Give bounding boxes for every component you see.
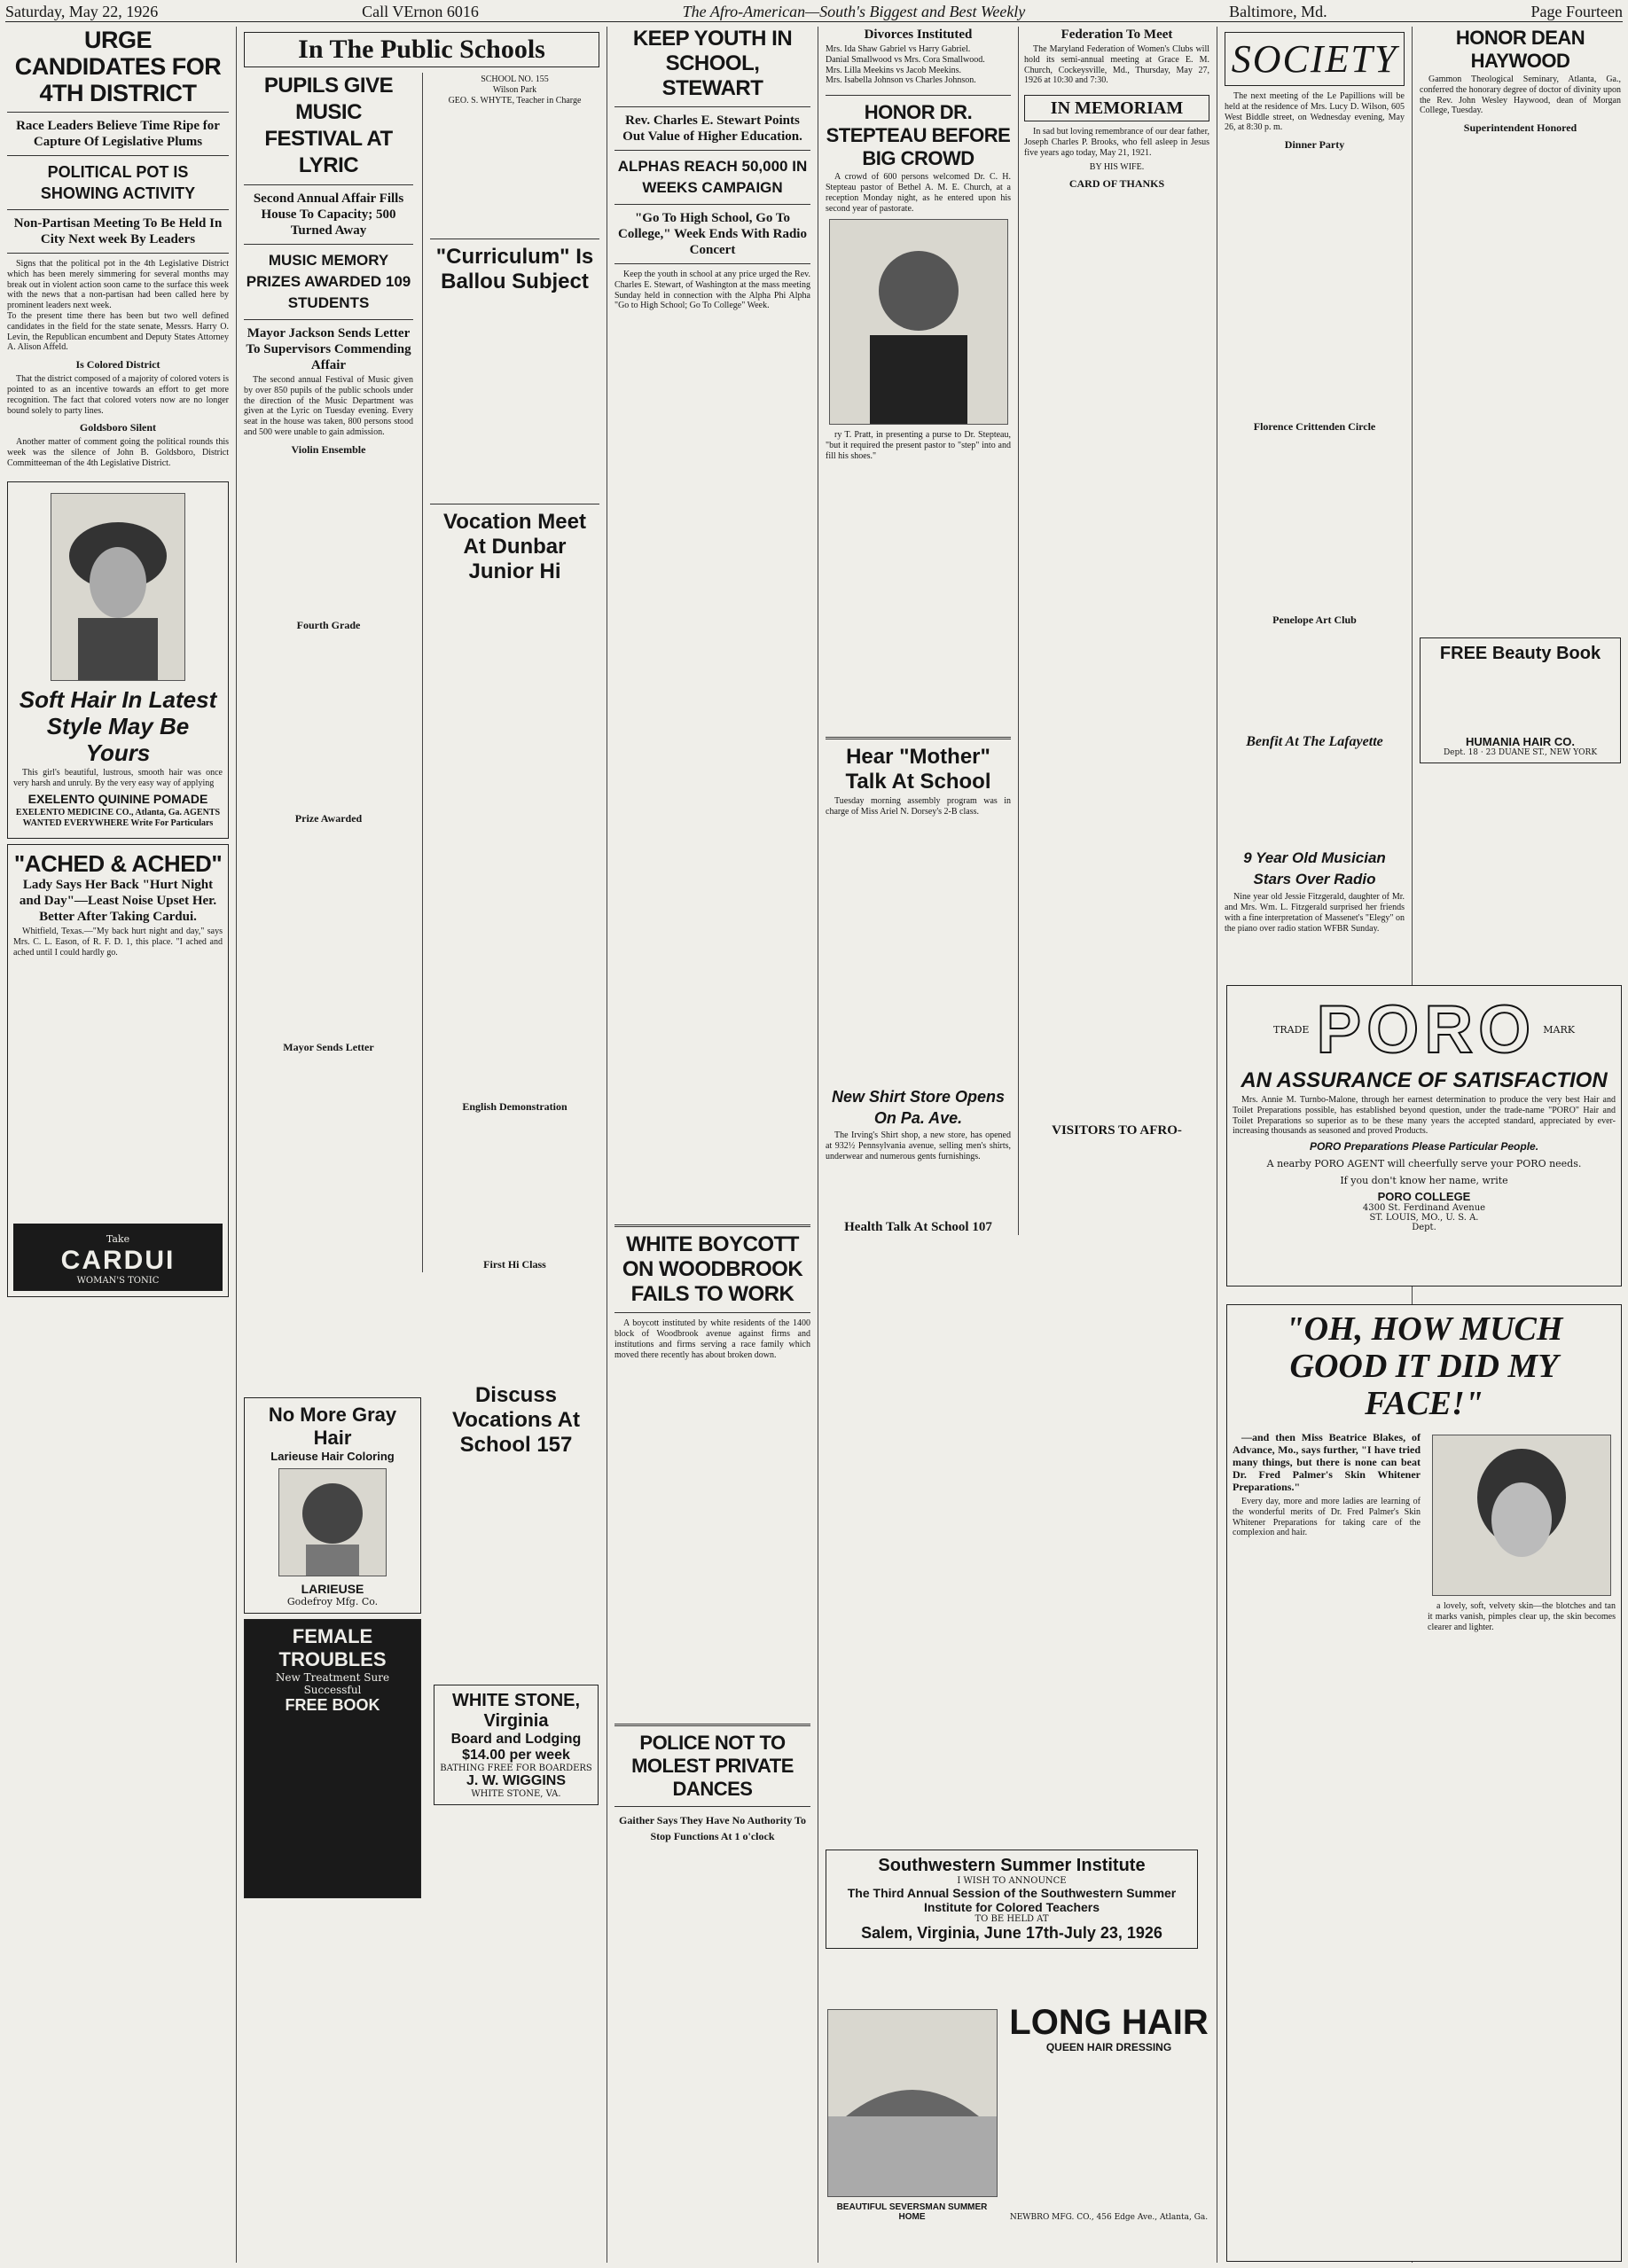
ad-deck: Lady Says Her Back "Hurt Night and Day"—Least Noise Upset Her. Better After Taking Cardui. <box>19 877 217 924</box>
spacer <box>1024 192 1209 1122</box>
ad-line: BATHING FREE FOR BOARDERS <box>440 1764 592 1773</box>
ad-headline: LONG HAIR <box>1009 2003 1209 2042</box>
memoriam-box <box>1024 95 1209 121</box>
school-155-head: SCHOOL NO. 155 Wilson Park GEO. S. WHYTE, Teacher in Charge <box>448 74 582 106</box>
top-row <box>826 27 1209 90</box>
headline-stepteau: HONOR DR. STEPTEAU BEFORE BIG CROWD <box>826 101 1011 170</box>
masthead-phone: Call VErnon 6016 <box>362 3 479 20</box>
headline-urge-candidates: URGE CANDIDATES FOR 4TH DISTRICT <box>14 27 222 106</box>
divider <box>826 95 1011 96</box>
masthead-paper: The Afro-American—South's Biggest and Best Weekly <box>682 3 1026 20</box>
palmer-left <box>1233 1429 1421 1636</box>
female-troubles-ad <box>244 1619 421 1898</box>
subhead: Mayor Sends Letter <box>283 1040 374 1053</box>
divider <box>244 319 413 320</box>
divider <box>614 106 810 107</box>
exelento-ad <box>7 481 229 839</box>
photo-caption: ry T. Pratt, in presenting a purse to Dr. Stepteau, "but it required the present pastor to "step" into and fill his shoes." <box>826 430 1011 461</box>
spacer <box>1225 153 1405 418</box>
signature: BY HIS WIFE. <box>1089 161 1145 172</box>
ad-headline: FEMALE TROUBLES <box>278 1625 387 1670</box>
subhead: Penelope Art Club <box>1272 614 1357 627</box>
long-hair-ad <box>1009 2004 1209 2222</box>
spacer <box>430 1114 599 1256</box>
poro-body: Mrs. Annie M. Turnbo-Malone, through her earnest determination to produce the very best Hair and Toilet Preparations possible, has established beyond question, under the trade-name "PORO" Hair and Toilet Preparations so superior as to be these many years the accepted standard, appreciated by ever-increasing thousands as seasoned and proved Products. <box>1233 1095 1616 1137</box>
spacer <box>826 1166 1011 1219</box>
stepteau-article <box>826 90 1011 1235</box>
deck: Rev. Charles E. Stewart Points Out Value of Higher Education. <box>622 113 802 144</box>
headline-police: POLICE NOT TO MOLEST PRIVATE DANCES <box>631 1732 794 1801</box>
headline-music-memory: MUSIC MEMORY PRIZES AWARDED 109 STUDENTS <box>246 252 411 311</box>
cardui-tonic: WOMAN'S TONIC <box>76 1276 160 1287</box>
gray-hair-ad <box>244 1397 421 1614</box>
school-news-column <box>422 73 599 1272</box>
divider <box>244 244 413 245</box>
poro-trade: TRADE <box>1273 1024 1310 1036</box>
subhead: Fourth Grade <box>296 618 361 631</box>
ad-company: HUMANIA HAIR CO. <box>1465 735 1575 749</box>
article-text: Another matter of comment going the political rounds this week was the silence of John B. Goldsboro, District Committeeman of the 4th Legislative District. <box>7 437 229 468</box>
poro-college: PORO COLLEGE <box>1377 1190 1471 1204</box>
subhead: Dinner Party <box>1284 138 1345 152</box>
spacer <box>430 109 599 233</box>
divider <box>614 1806 810 1807</box>
poro-logo <box>1233 991 1616 1068</box>
column-4 <box>818 27 1217 2263</box>
ad-headline: No More Gray Hair <box>268 1404 397 1449</box>
free-beauty-book-ad <box>1420 637 1621 763</box>
subhead: English Demonstration <box>462 1100 567 1114</box>
ad-line: Board and Lodging <box>450 1732 582 1747</box>
ad-footer: NEWBRO MFG. CO., 456 Edge Ave., Atlanta, Ga. <box>1009 2213 1209 2222</box>
ad-text: This girl's beautiful, lustrous, smooth hair was once very harsh and unruly. By the very easy way of applying <box>13 767 223 788</box>
article-text: The Maryland Federation of Women's Clubs will hold its semi-annual meeting at Grace E. M. Church, Cockeysville, Md., Thursday, May 27, 1926 at 10:30 and 7:30. <box>1024 44 1209 86</box>
poro-line: A nearby PORO AGENT will cheerfully serve your PORO needs. <box>1266 1158 1582 1170</box>
palmer-content <box>1233 1429 1616 1636</box>
spacer <box>244 633 413 810</box>
deck: Non-Partisan Meeting To Be Held In City Next week By Leaders <box>13 216 223 246</box>
headline-keep-youth: KEEP YOUTH IN SCHOOL, STEWART <box>632 27 793 100</box>
divider <box>614 263 810 264</box>
ad-address: WHITE STONE, VA. <box>471 1789 561 1799</box>
ad-owner: J. W. WIGGINS <box>466 1773 566 1788</box>
column-3 <box>607 27 818 2263</box>
divider <box>7 253 229 254</box>
spacer <box>614 315 810 1219</box>
divider <box>244 184 413 185</box>
section-title: In The Public Schools <box>298 35 545 64</box>
ad-price: $14.00 per week <box>462 1748 570 1763</box>
spacer <box>1426 664 1615 735</box>
poro-title: AN ASSURANCE OF SATISFACTION <box>1241 1068 1608 1092</box>
portrait-image <box>829 219 1008 425</box>
palmer-lead: —and then Miss Beatrice Blakes, of Advance, Mo., says further, "I have tried many things, but there is none can beat Dr. Fred Palmer's Skin Whitener Preparations." <box>1233 1431 1421 1493</box>
headline-haywood: HONOR DEAN HAYWOOD <box>1455 27 1585 72</box>
deck: Mayor Jackson Sends Letter To Supervisors Commending Affair <box>246 326 411 372</box>
subhead: Goldsboro Silent <box>79 421 157 434</box>
spacer <box>430 584 599 1099</box>
headline-alphas: ALPHAS REACH 50,000 IN WEEKS CAMPAIGN <box>617 158 808 196</box>
spacer <box>250 1715 415 1892</box>
spacer <box>430 294 599 498</box>
divider <box>826 737 1011 739</box>
article-text: Gammon Theological Seminary, Atlanta, Ga., conferred the honorary degree of doctor of divinity upon the Rev. John Wesley Haywood, dean of Morgan College, Tuesday. <box>1420 74 1621 116</box>
poro-address: 4300 St. Ferdinand Avenue ST. LOUIS, MO., U. S. A. Dept. <box>1362 1203 1486 1233</box>
cardui-logo <box>13 1224 223 1291</box>
society-banner <box>1225 32 1405 86</box>
spacer <box>614 1364 810 1718</box>
beach-ad <box>826 2004 998 2222</box>
subhead: Superintendent Honored <box>1463 121 1577 135</box>
poro-ad <box>1226 985 1622 1287</box>
ad-line: BEAUTIFUL SEVERSMAN SUMMER HOME <box>836 2202 988 2222</box>
spacer <box>1225 628 1405 734</box>
divider <box>7 209 229 210</box>
ad-line: I WISH TO ANNOUNCE <box>957 1876 1067 1886</box>
ad-text: Whitfield, Texas.—"My back hurt night and day," says Mrs. C. L. Eason, of R. F. D. 1, this place. "I ached and ached until I could hardly go. <box>13 926 223 958</box>
article-text: Signs that the political pot in the 4th Legislative District which has been merely simmering for several months may break out in violent action soon came to the surface this week with the news that a non-partisan had been called here by prominent leaders next week. To the present time there has been but two well defined candidates in the field for the state senate, Messrs. Harry O. Levin, the Republican encumbent and Deputy States Attorney A. Alison Affeld. <box>7 259 229 353</box>
article-text: Nine year old Jessie Fitzgerald, daughter of Mr. and Mrs. Wm. L. Fitzgerald surprised her friends with a fine interpretation of Massenet's "Elegy" on the piano over radio station WFBR Sunday. <box>1225 892 1405 934</box>
ad-headline: Soft Hair In Latest Style May Be Yours <box>19 685 217 766</box>
article-text: The second annual Festival of Music given by over 850 pupils of the public schools under the direction of the Music Department was given at the Lyric on Tuesday evening. Every seat in the house was taken, 800 persons stood and 500 were unable to gain admission. <box>244 375 413 437</box>
divider <box>614 150 810 151</box>
spacer <box>826 820 1011 1086</box>
white-stone-ad <box>434 1685 599 1805</box>
bottom-ads-left <box>244 1392 421 1904</box>
headline-health-talk: Health Talk At School 107 <box>844 1219 992 1234</box>
ad-address: Dept. 18 · 23 DUANE ST., NEW YORK <box>1443 748 1598 758</box>
poro-mark: MARK <box>1543 1024 1575 1036</box>
cardui-brand: CARDUI <box>60 1246 176 1276</box>
spacer <box>244 458 413 617</box>
subhead: Violin Ensemble <box>291 442 366 456</box>
deck: Second Annual Affair Fills House To Capacity; 500 Turned Away <box>253 192 404 238</box>
headline-music-festival: PUPILS GIVE MUSIC FESTIVAL AT LYRIC <box>263 74 394 177</box>
poro-brand: PORO <box>1316 992 1537 1068</box>
subhead: Prize Awarded <box>294 811 363 825</box>
divider <box>614 204 810 205</box>
headline-musician: 9 Year Old Musician Stars Over Radio <box>1243 849 1386 888</box>
subhead: First Hi Class <box>483 1258 546 1271</box>
article-text: Tuesday morning assembly program was in charge of Miss Ariel N. Dorsey's 2-B class. <box>826 795 1011 817</box>
woman-hair-image <box>278 1468 387 1576</box>
headline-discuss-vocations: Discuss Vocations At School 157 <box>451 1383 580 1457</box>
ad-headline: Southwestern Summer Institute <box>878 1856 1146 1875</box>
subhead: Florence Crittenden Circle <box>1253 420 1376 434</box>
ad-product: QUEEN HAIR DRESSING <box>1045 2041 1172 2053</box>
section-header-box <box>244 32 599 67</box>
divorces-article <box>826 27 1011 90</box>
divider <box>614 1312 810 1313</box>
masthead-page: Page Fourteen <box>1530 3 1623 20</box>
ad-product: EXELENTO QUININE POMADE <box>27 792 208 807</box>
public-schools-row <box>244 73 599 1272</box>
palmer-title: "OH, HOW MUCH GOOD IT DID MY FACE!" <box>1285 1310 1563 1422</box>
divider <box>614 1224 810 1227</box>
masthead <box>5 2 1623 22</box>
column-1 <box>0 27 237 2263</box>
woman-face-image <box>1432 1435 1611 1596</box>
ad-dates: Salem, Virginia, June 17th-July 23, 1926 <box>861 1924 1162 1942</box>
spacer <box>1009 2053 1209 2213</box>
masthead-date: Saturday, May 22, 1926 <box>5 3 159 20</box>
headline-federation: Federation To Meet <box>1061 27 1173 42</box>
ad-headline: "ACHED & ACHED" <box>13 849 223 877</box>
ad-headline: WHITE STONE, Virginia <box>451 1691 581 1731</box>
subhead: CARD OF THANKS <box>1068 177 1165 191</box>
palmer-ad <box>1226 1304 1622 2262</box>
subhead: Is Colored District <box>75 358 160 371</box>
southwestern-institute-ad <box>826 1850 1198 1949</box>
spacer <box>1225 434 1405 612</box>
society-title: SOCIETY <box>1231 37 1398 81</box>
poro-line: PORO Preparations Please Particular People. <box>1309 1140 1539 1154</box>
ad-brand: Larieuse Hair Coloring <box>270 1450 395 1463</box>
bottom-ads-right <box>434 1383 599 1810</box>
headline-divorces: Divorces Instituted <box>864 27 973 42</box>
article-text: In sad but loving remembrance of our dear father, Joseph Charles P. Brooks, who fell asleep in Jesus five years ago today, May 21, 1921. <box>1024 127 1209 158</box>
article-text: That the district composed of a majority of colored voters is pointed to as an incentive towards an effort to get more recognition. The fact that colored voters now are no longer bound solely to party lines. <box>7 374 229 416</box>
headline-white-boycott: WHITE BOYCOTT ON WOODBROOK FAILS TO WORK <box>622 1232 803 1307</box>
divider <box>7 155 229 156</box>
cardui-take: Take <box>106 1233 130 1246</box>
cardui-ad <box>7 844 229 1297</box>
palmer-right <box>1428 1429 1616 1636</box>
spacer <box>1225 750 1405 848</box>
headline-shirt-store: New Shirt Store Opens On Pa. Ave. <box>831 1088 1006 1128</box>
spacer <box>1420 136 1621 632</box>
ad-headline: FREE Beauty Book <box>1439 644 1601 664</box>
ad-line: The Third Annual Session of the Southwestern Summer Institute for Colored Teachers <box>847 1886 1177 1914</box>
article-text: Keep the youth in school at any price urged the Rev. Charles E. Stewart, of Washington at the mass meeting Sunday held in connection with the Alpha Phi Alpha "Go to High School; Go To College" Week. <box>614 270 810 311</box>
ad-company: Godefroy Mfg. Co. <box>286 1596 379 1607</box>
spacer <box>434 1458 599 1679</box>
federation-article <box>1018 27 1209 90</box>
article-text: Mrs. Ida Shaw Gabriel vs Harry Gabriel. Danial Smallwood vs Mrs. Cora Smallwood. Mrs. Lilla Meekins vs Jacob Meekins. Mrs. Isabella Johnson vs Charles Johnson. <box>826 44 985 86</box>
palmer-body: a lovely, soft, velvety skin—the blotches and tan it marks vanish, pimples clear up, the skin becomes clearer and lighter. <box>1428 1601 1616 1632</box>
music-festival-article <box>244 73 413 1272</box>
headline-mother-talk: Hear "Mother" Talk At School <box>845 744 991 794</box>
masthead-city: Baltimore, Md. <box>1229 3 1327 20</box>
headline-benfit: Benfit At The Lafayette <box>1246 734 1383 750</box>
headline-vocation-meet: Vocation Meet At Dunbar Junior Hi <box>443 510 586 584</box>
ad-logo: LARIEUSE <box>301 1582 364 1596</box>
memoriam-column <box>1018 90 1209 1235</box>
ad-subtitle: New Treatment Sure Successful <box>275 1671 390 1696</box>
ad-footer: EXELENTO MEDICINE CO., Atlanta, Ga. AGENTS WANTED EVERYWHERE Write For Particulars <box>15 808 221 829</box>
article-text: A crowd of 600 persons welcomed Dr. C. H. Stepteau pastor of Bethel A. M. E. Church, at a reception Monday night, as he entered upon his second year of pastorate. <box>826 172 1011 214</box>
article-text: A boycott instituted by white residents of the 1400 block of Woodbrook avenue against firms and institutions and firms serving a race family which moved there recently has about broken down. <box>614 1318 810 1360</box>
article-text: The next meeting of the Le Papillions will be held at the residence of Mrs. Lucy D. Wilson, 605 West Biddle street, on Wednesday evening, May 26, at 8:30 p. m. <box>1225 91 1405 133</box>
divider <box>614 1724 810 1726</box>
deck: Race Leaders Believe Time Ripe for Capture Of Legislative Plums <box>16 119 220 149</box>
poro-line: If you don't know her name, write <box>1340 1175 1508 1187</box>
middle-row <box>826 90 1209 1235</box>
headline-memoriam: IN MEMORIAM <box>1050 98 1184 119</box>
spacer <box>826 465 1011 731</box>
beach-image <box>827 2009 998 2197</box>
palmer-body: Every day, more and more ladies are learning of the wonderful merits of Dr. Fred Palmer's Skin Whitener Preparations for taking care of the complexion and hair. <box>1233 1497 1421 1538</box>
headline-visitors: VISITORS TO AFRO- <box>1052 1123 1182 1138</box>
deck: Gaither Says They Have No Authority To Stop Functions At 1 o'clock <box>619 1814 806 1843</box>
ad-line: TO BE HELD AT <box>974 1914 1049 1924</box>
divider <box>7 112 229 113</box>
ad-free-book: FREE BOOK <box>285 1696 380 1714</box>
column-2 <box>237 27 607 2263</box>
deck: "Go To High School, Go To College," Week Ends With Radio Concert <box>618 211 807 257</box>
article-text: The Irving's Shirt shop, a new store, has opened at 932½ Pennsylvania avenue, selling men's shirts, underwear and numerous gents furnishings. <box>826 1130 1011 1161</box>
spacer <box>244 826 413 1039</box>
woman-portrait-image <box>51 493 185 681</box>
deck-political-pot: POLITICAL POT IS SHOWING ACTIVITY <box>40 163 196 202</box>
headline-curriculum: "Curriculum" Is Ballou Subject <box>435 245 594 294</box>
